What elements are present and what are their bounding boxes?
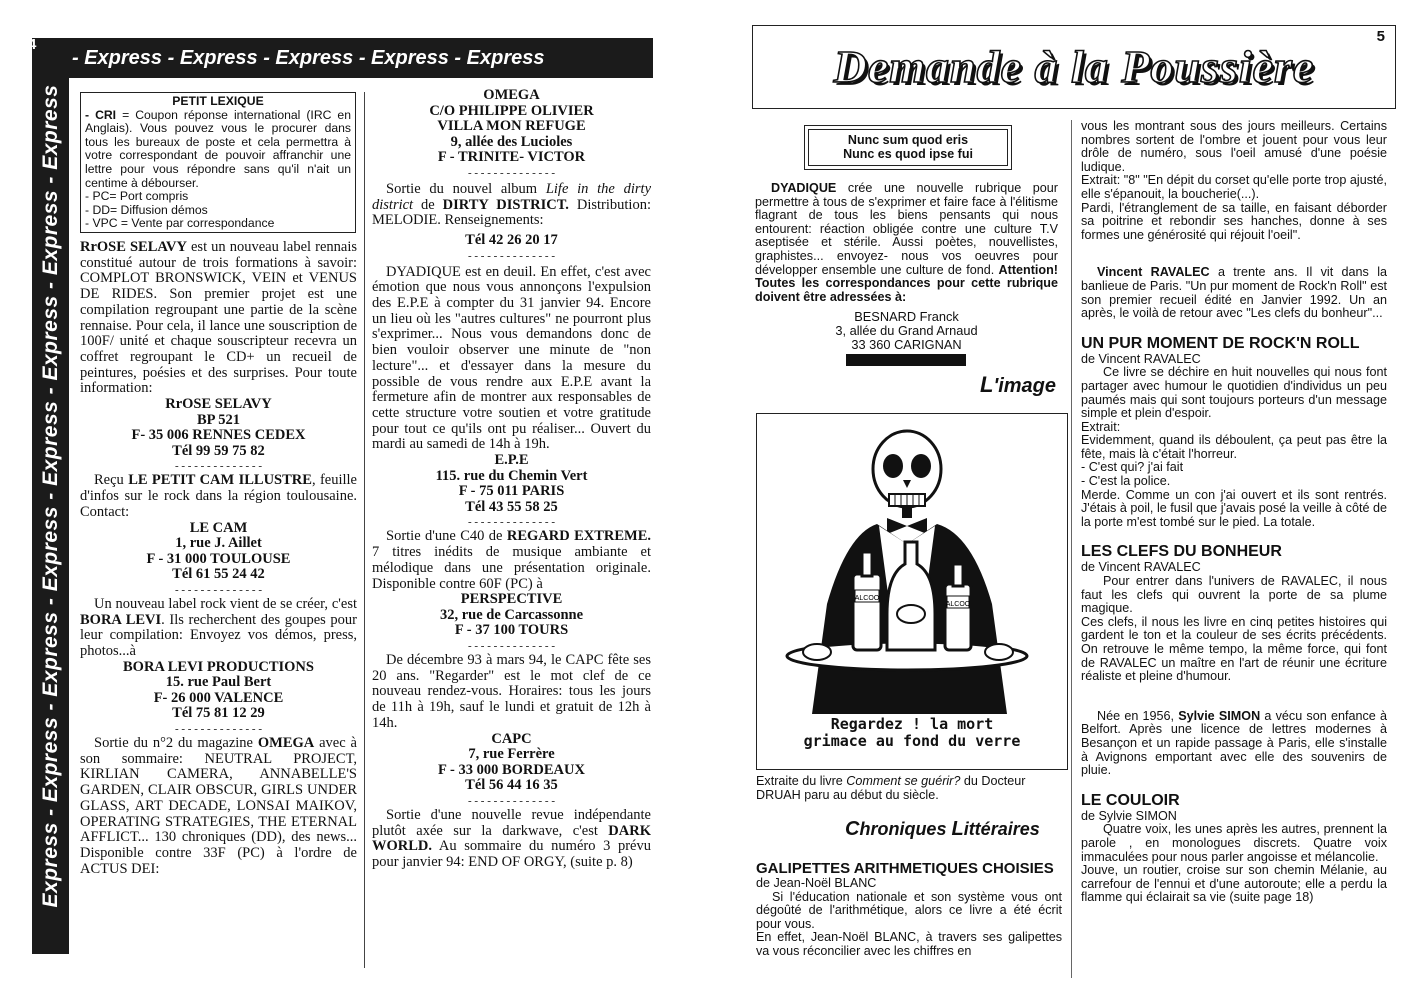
- couloir-text: Jouve, un routier, croise sur son chemin Mélanie, au carrefour de l'ennui et d'une autoroute; elle a perdu la flamme qui éclairait sa vie (suite page 18): [1081, 863, 1387, 905]
- separator: [80, 461, 357, 471]
- dyadique-bold: Attention! Toutes les correspondances pour cette rubrique doivent être adressées à:: [755, 262, 1058, 304]
- address-line: E.P.E: [494, 452, 529, 469]
- selavy-name: RrOSE SELAVY: [80, 239, 187, 255]
- dark-paragraph: [372, 808, 651, 871]
- bora-address: [80, 660, 357, 722]
- capc-address: [372, 732, 651, 794]
- col4-extrait: Extrait: "8" "En dépit du corset qu'elle porte trop ajusté, elle s'épanouit, la boucherie(...).: [1081, 173, 1387, 201]
- omega-name: OMEGA: [257, 735, 315, 752]
- dark-name: DARK WORLD.: [372, 822, 651, 855]
- separator: [372, 796, 651, 806]
- selavy-text: est un nouveau label rennais constitué autour de trois formations à savoir: COMPLOT BRONSWICK, VEIN et VENUS DE RIDES. Son premier projet est une compilation regroupant une partie de la scène rennaise. Pour cela, il lance une souscription de 100F/ unité et chaque souscripteur recevra un coffret regroupant le CD+ un recueil de peintures, poésies et des surprises. Pour toute information:: [80, 239, 358, 397]
- page-number-left: 4: [28, 36, 37, 53]
- express-sidebar: [32, 38, 69, 954]
- address-line: OMEGA: [483, 87, 540, 103]
- lexique-vpc: - VPC = Vente par correspondance: [85, 216, 275, 231]
- simon-text: a vécu son enfance à Belfort. Après une licence de lettres modernes à Besançon et un rapide passage à Paris, elle s'installe à Avignons emportant avec elle des souvenirs de pluie.: [1081, 708, 1387, 778]
- lexique-dd: - DD= Diffusion démos: [85, 202, 208, 217]
- address-line: F- 35 006 RENNES CEDEX: [131, 427, 306, 444]
- dyadique-text: crée une nouvelle rubrique pour permettre à tous de s'exprimer et faire face à l'élitisme flagrant de tous les biens pensants qui nous entourent: réaction obligée contre une culture T.V aseptisée et stérile. Aussi poètes, nouvellistes, graphistes... envoyez- nous vos oeuvres pour développer ensemble une culture de fond.: [755, 181, 1058, 277]
- address-line: 1, rue J. Aillet: [175, 535, 262, 552]
- left-column-2: [372, 88, 651, 871]
- separator: [80, 724, 357, 734]
- dirty-mid: de: [413, 196, 443, 213]
- couloir-author: de Sylvie SIMON: [1081, 808, 1177, 823]
- address-line: 15. rue Paul Bert: [165, 674, 272, 691]
- cam-address: [80, 521, 357, 583]
- ravalec-name: Vincent RAVALEC: [1097, 265, 1210, 280]
- limage-initial: L: [980, 372, 994, 397]
- omega-address: [372, 88, 651, 166]
- regard-name: REGARD EXTREME.: [506, 528, 652, 545]
- image-caption: [757, 716, 1067, 750]
- address-line: F- 26 000 VALENCE: [153, 689, 284, 706]
- lexique-cri-term: - CRI: [85, 107, 117, 122]
- credit-prefix: Extraite du livre: [756, 774, 847, 788]
- black-bar: [846, 354, 966, 366]
- column-divider: [364, 92, 365, 968]
- address-line: C/O PHILIPPE OLIVIER: [429, 102, 594, 119]
- bora-paragraph: [80, 597, 357, 660]
- address-line: 3, allée du Grand Arnaud: [835, 322, 978, 338]
- dirty-prefix: Sortie du nouvel album: [386, 180, 546, 197]
- separator: [80, 585, 357, 595]
- cam-prefix: Reçu: [94, 472, 129, 489]
- pur-author: de Vincent RAVALEC: [1081, 351, 1201, 366]
- nunc-line: Nunc sum quod eris: [847, 133, 969, 147]
- couloir-text: Quatre voix, les unes après les autres, prennent la parole , en monologues discrets. Quatre voix immaculées pour nous parler angoisse et mélancolie.: [1081, 822, 1387, 864]
- bora-text: . Ils recherchent des goupes pour leur compilation: Envoyez vos démos, press, photos...à: [80, 611, 357, 659]
- bottle-label: ALCOO: [854, 595, 880, 602]
- besnard-address: [755, 310, 1058, 351]
- chroniques-heading: [845, 818, 1040, 841]
- regard-text: 7 titres inédits de musique ambiante et mélodique dans une présentation originale. Disponible contre 60F (PC) à: [372, 544, 651, 592]
- address-line: F - 31 000 TOULOUSE: [146, 550, 291, 567]
- sidebar-express-text: Express - Express - Express - Express - Express - Express - Express - Express: [38, 84, 62, 908]
- address-line: 115. rue du Chemin Vert: [435, 467, 588, 484]
- lexique-cri: [85, 109, 351, 191]
- address-line: BP 521: [196, 411, 241, 428]
- image-caption-line: Regardez ! la mort: [830, 715, 994, 733]
- cam-paragraph: [80, 473, 357, 520]
- credit-suffix: du Docteur DRUAH paru au début du siècle.: [756, 774, 1026, 802]
- column-divider: [1071, 120, 1072, 978]
- selavy-paragraph: [80, 240, 357, 397]
- pur-merde: Merde. Comme un con j'ai ouvert et ils sont rentrés. J'étais à poil, le fusil que j'avais posé la veille à côté de la porte m'est tombé sur le pied. La totale.: [1081, 487, 1387, 529]
- ravalec-paragraph: [1081, 266, 1387, 320]
- capc-paragraph: De décembre 93 à mars 94, le CAPC fête ses 20 ans. "Regarder" est le mot clef de ce nouveau rendez-vous. Horaires: tous les jours de 11h à 19h, sauf le lundi et gratuit de 12h à 14h.: [372, 652, 651, 731]
- pur-text: Ce livre se déchire en huit nouvelles qui nous font partager avec humour le quotidien d'individus un peu paumés mais qui sont toujours porteurs d'un message simple et plein d'espoir.: [1081, 365, 1387, 421]
- regard-paragraph: [372, 529, 651, 592]
- litteraires-word: ittéraires: [963, 819, 1040, 839]
- pur-line: - C'est qui? j'ai fait: [1081, 460, 1184, 475]
- image-frame: [756, 413, 1068, 770]
- nunc-inner: [808, 129, 1008, 166]
- address-line: 7, rue Ferrère: [468, 746, 555, 763]
- simon-prefix: Née en 1956,: [1097, 708, 1179, 723]
- address-line: LE CAM: [189, 519, 248, 536]
- bora-name: BORA LEVI: [80, 611, 162, 628]
- lexique-pc: - PC= Port compris: [85, 189, 189, 204]
- pur-line: Evidemment, quand ils déboulent, ça peut pas être la fête, mais là c'était l'horreur.: [1081, 433, 1387, 461]
- dark-text: Au sommaire du numéro 3 prévu pour janvier 94: END OF ORGY, (suite p. 8): [372, 838, 651, 871]
- dirty-name: DIRTY DISTRICT.: [442, 196, 569, 213]
- separator: [372, 251, 651, 261]
- galipettes-author: de Jean-Noël BLANC: [756, 876, 877, 890]
- clefs-text: Pour entrer dans l'univers de RAVALEC, il nous faut les clefs qui ouvrent la porte de sa plume magique.: [1081, 574, 1387, 616]
- address-line: F - TRINITE- VICTOR: [437, 149, 586, 166]
- omega-text: avec à son sommaire: NEUTRAL PROJECT, KIRLIAN CAMERA, ANNABELLE'S GARDEN, CLAIR OBSCUR, GIRLS UNDER GLASS, ART DECADE, LONSAI MAIKOV, OPERATING STRATEGIES, THE ETERNAL AFFLICT... 130 chroniques (DD), des news... Disponible contre 33F (PC) à l'ordre de ACTUS DEI:: [80, 735, 357, 877]
- limage-rest: 'image: [993, 375, 1057, 397]
- address-line: Tél 56 44 16 35: [465, 777, 558, 794]
- address-line: VILLA MON REFUGE: [437, 118, 586, 135]
- limage-heading: [980, 372, 1056, 398]
- dyadique-paragraph: [755, 182, 1058, 304]
- dyadique-name: DYADIQUE: [771, 181, 837, 195]
- couloir-title: LE COULOIR: [1081, 791, 1180, 809]
- cam-text: , feuille d'infos sur le rock dans la région toulousaine. Contact:: [80, 472, 357, 520]
- credit-book: Comment se guérir?: [846, 774, 961, 788]
- express-banner: - Express - Express - Express - Express - Express: [68, 38, 653, 78]
- dyadique-block: [755, 182, 1058, 351]
- epe-address: [372, 453, 651, 515]
- galipettes-text: Si l'éducation nationale et son système vous ont dégoûté de l'arithmétique, alors ce livre a été écrit pour vous.: [756, 889, 1062, 931]
- separator: [372, 168, 651, 178]
- clefs-text: Ces clefs, il nous les livre en cinq petites histoires qui gardent le ton et la couleur de ses écrits précédents. On retrouve le même tempo, la même force, qui font de RAVALEC un maître en l'art de réunir une écriture réaliste et pleine d'humour.: [1081, 614, 1387, 684]
- page-number-right: 5: [1376, 28, 1385, 45]
- bora-prefix: Un nouveau label rock vient de se créer, c'est: [94, 595, 357, 612]
- address-line: RrOSE SELAVY: [165, 396, 272, 413]
- dirty-tel: Tél 42 26 20 17: [465, 232, 558, 249]
- address-line: 9, allée des Lucioles: [450, 133, 573, 150]
- col4-intro: vous les montrant sous des jours meilleurs. Certains nombres sortent de l'ombre et jouent pour vous leur drôle de numéro, sous l'oeil amusé d'une poésie ludique.: [1081, 119, 1387, 174]
- clefs-author: de Vincent RAVALEC: [1081, 560, 1201, 575]
- right-column: [1081, 120, 1387, 905]
- page-title: Demande à la Poussière: [833, 41, 1315, 92]
- pur-line: Extrait:: [1081, 419, 1121, 434]
- address-line: Tél 99 59 75 82: [172, 442, 265, 459]
- galipettes-title: GALIPETTES ARITHMETIQUES CHOISIES: [756, 860, 1054, 877]
- nunc-box: [804, 125, 1012, 170]
- dirty-paragraph: [372, 182, 651, 229]
- address-line: 33 360 CARIGNAN: [851, 336, 962, 352]
- chroniques-word: hroniques: [859, 819, 952, 839]
- col4-pardi: Pardi, l'étranglement de sa taille, en faisant déborder sa poitrine et rebondir ses hanches, donne à ses formes une générosité qui réjouit l'oeil".: [1081, 200, 1387, 242]
- address-line: F - 33 000 BORDEAUX: [438, 761, 585, 778]
- cam-name: LE PETIT CAM ILLUSTRE: [128, 472, 312, 489]
- dirty-album: Life in the dirty district: [372, 180, 652, 213]
- address-line: Tél 61 55 24 42: [172, 566, 265, 583]
- selavy-address: [80, 397, 357, 459]
- dark-prefix: Sortie d'une nouvelle revue indépendante plutôt axée sur la darkwave, c'est: [372, 806, 651, 839]
- simon-paragraph: [1081, 710, 1387, 778]
- ravalec-text: a trente ans. Il vit dans la banlieue de Paris. "Un pur moment de Rock'n Roll" est son premier recueil édité en Janvier 1992. Un an après, le voilà de retour avec "Les clefs du bonheur"...: [1081, 265, 1387, 321]
- address-line: Tél 75 81 12 29: [172, 705, 265, 722]
- title-box: [752, 25, 1396, 109]
- omega-paragraph: [80, 736, 357, 877]
- left-column-1: [80, 240, 357, 877]
- clefs-title: LES CLEFS DU BONHEUR: [1081, 543, 1282, 561]
- image-caption-line: grimace au fond du verre: [803, 732, 1021, 750]
- dirty-text: Distribution: MELODIE. Renseignements:: [372, 196, 651, 229]
- separator: [372, 517, 651, 527]
- lexique-cri-def: = Coupon réponse international (IRC en Anglais). Vous pouvez vous le procurer dans tous les bureaux de poste et cela permettra à votre correspondant de pouvoir affranchir une lettre pour vous répondre sans qu'il n'ait un centime à débourser.: [85, 107, 351, 190]
- image-credit: [756, 775, 1068, 802]
- address-line: BESNARD Franck: [854, 309, 959, 325]
- omega-prefix: Sortie du n°2 du magazine: [94, 735, 258, 752]
- address-line: 32, rue de Carcassonne: [439, 606, 584, 623]
- address-line: F - 75 011 PARIS: [458, 483, 565, 500]
- litteraires-initial: L: [951, 818, 964, 840]
- lexique-title: PETIT LEXIQUE: [172, 94, 264, 108]
- perspective-address: [372, 592, 651, 639]
- pur-line: - C'est la police.: [1081, 474, 1171, 489]
- separator: [372, 641, 651, 651]
- address-line: Tél 43 55 58 25: [465, 498, 558, 515]
- epe-paragraph: DYADIQUE est en deuil. En effet, c'est avec émotion que nous vous annonçons l'expulsion des E.P.E à compter du 31 janvier 94. Encore un lieu où les "autres cultures" ne pourront plus s'exprimer... Nous vous demandons donc de bien vouloir observer une minute de "non lecture"... et d'essayer dans la mesure du possible de vous rendre aux E.P.E avant la fermeture afin de montrer aux responsables de cette structure votre soutien et votre gratitude pour tout ce qu'ils ont pu réaliser... Ouvert du mardi au samedi de 14h à 19h.: [372, 263, 651, 453]
- galipettes-text: En effet, Jean-Noël BLANC, à travers ses galipettes va vous réconcilier avec les chiffres en: [756, 930, 1062, 958]
- galipettes-block: [756, 860, 1062, 959]
- pur-title: UN PUR MOMENT DE ROCK'N ROLL: [1081, 334, 1360, 352]
- chroniques-initial: C: [845, 818, 860, 840]
- address-line: F - 37 100 TOURS: [454, 622, 569, 639]
- bottle-label: ALCOO: [945, 601, 971, 608]
- address-line: PERSPECTIVE: [460, 591, 563, 608]
- regard-prefix: Sortie d'une C40 de: [386, 528, 507, 545]
- address-line: CAPC: [491, 730, 532, 747]
- nunc-line: Nunc es quod ipse fui: [843, 147, 973, 161]
- petit-lexique-box: [80, 92, 356, 233]
- address-line: BORA LEVI PRODUCTIONS: [123, 658, 314, 675]
- simon-name: Sylvie SIMON: [1178, 708, 1261, 723]
